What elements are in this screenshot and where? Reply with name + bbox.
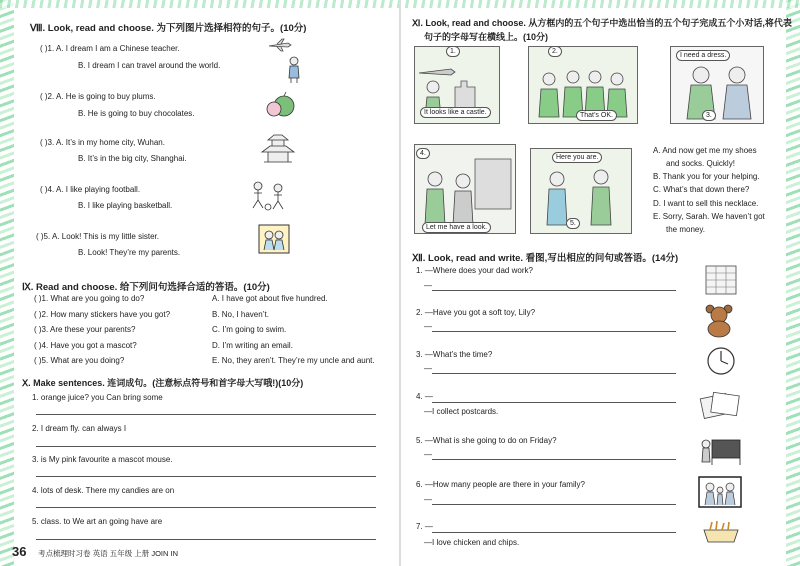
section-12-title: Ⅻ. Look, read and write. 看图,写出相应的问句或答语。(14分): [412, 253, 679, 264]
s12-item-5-answer: —: [424, 450, 432, 459]
s11-option-e: E. Sorry, Sarah. We haven’t got: [653, 212, 765, 221]
football-players-icon: [248, 178, 294, 212]
speech-bubble-3: 3.: [702, 110, 716, 121]
s10-answer-line-3[interactable]: [36, 476, 376, 477]
left-decorative-border: [0, 0, 14, 566]
s12-item-3-question: 3. —What’s the time?: [416, 350, 493, 359]
speech-bubble-need-dress: I need a dress.: [676, 50, 730, 61]
office-building-icon: [700, 262, 742, 296]
teddy-bear-icon: [700, 302, 738, 338]
yellow-crane-tower-icon: [256, 132, 300, 166]
speech-bubble-4: 4.: [416, 148, 430, 159]
s8-item-3-a: ( )3. A. It’s in my home city, Wuhan.: [40, 138, 165, 147]
page-spine-divider: [399, 0, 401, 566]
s12-answer-line-2[interactable]: [432, 331, 676, 332]
s12-item-7-question: 7. —: [416, 522, 433, 531]
s12-item-1-question: 1. —Where does your dad work?: [416, 266, 533, 275]
s10-answer-line-5[interactable]: [36, 539, 376, 540]
right-decorative-border: [786, 0, 800, 566]
piano-icon: [700, 432, 742, 466]
girl-teacher-icon: [287, 56, 301, 84]
s12-item-2-answer: —: [424, 322, 432, 331]
s8-item-2-b: B. He is going to buy chocolates.: [78, 109, 195, 118]
s8-item-3-b: B. It’s in the big city, Shanghai.: [78, 154, 187, 163]
s10-answer-line-1[interactable]: [36, 414, 376, 415]
s9-answer-b: B. No, I haven’t.: [212, 310, 269, 319]
speech-bubble-1: 1.: [446, 46, 460, 57]
clock-icon: [706, 346, 736, 376]
s12-item-7-answer: —I love chicken and chips.: [424, 538, 520, 547]
s10-answer-line-4[interactable]: [36, 507, 376, 508]
s11-option-b: B. Thank you for your helping.: [653, 172, 760, 181]
comic-panel-4: [414, 144, 516, 234]
s11-option-d: D. I want to sell this necklace.: [653, 199, 759, 208]
speech-bubble-2: 2.: [548, 46, 562, 57]
s10-item-5: 5. class. to We art an going have are: [32, 517, 163, 526]
page-number: 36: [12, 544, 27, 559]
s12-answer-line-5[interactable]: [432, 459, 676, 460]
s12-item-4-answer: —I collect postcards.: [424, 407, 499, 416]
s10-answer-line-2[interactable]: [36, 446, 376, 447]
s11-option-a: A. And now get me my shoes: [653, 146, 757, 155]
s12-answer-line-1[interactable]: [432, 290, 676, 291]
s9-answer-a: A. I have got about five hundred.: [212, 294, 328, 303]
footer-text: 考点梳理时习卷 英语 五年级 上册 JOIN IN: [38, 549, 179, 558]
s10-item-1: 1. orange juice? you Can bring some: [32, 393, 163, 402]
s9-answer-d: D. I’m writing an email.: [212, 341, 293, 350]
section-8-title: Ⅷ. Look, read and choose. 为下列图片选择相符的句子。(10分): [30, 23, 307, 34]
s11-option-e-cont: the money.: [666, 225, 705, 234]
s8-item-5-a: ( )5. A. Look! This is my little sister.: [36, 232, 159, 241]
s9-question-4: ( )4. Have you got a mascot?: [34, 341, 137, 350]
s12-item-5-question: 5. —What is she going to do on Friday?: [416, 436, 557, 445]
section-9-title: Ⅸ. Read and choose. 给下列问句选择合适的答语。(10分): [22, 282, 270, 293]
chicken-and-chips-icon: [700, 518, 742, 546]
s8-item-5-b: B. Look! They’re my parents.: [78, 248, 181, 257]
s9-question-5: ( )5. What are you doing?: [34, 356, 125, 365]
s9-question-1: ( )1. What are you going to do?: [34, 294, 145, 303]
s12-answer-line-4[interactable]: [432, 402, 676, 403]
s12-item-2-question: 2. —Have you got a soft toy, Lily?: [416, 308, 536, 317]
s12-item-6-answer: —: [424, 495, 432, 504]
s12-item-3-answer: —: [424, 364, 432, 373]
s8-item-1-a: ( )1. A. I dream I am a Chinese teacher.: [40, 44, 180, 53]
s12-answer-line-7[interactable]: [432, 532, 676, 533]
s9-answer-c: C. I’m going to swim.: [212, 325, 287, 334]
family-portrait-icon: [698, 476, 742, 508]
postcards-icon: [698, 388, 742, 422]
s11-option-c: C. What’s that down there?: [653, 185, 750, 194]
speech-bubble-here-you-are: Here you are.: [552, 152, 602, 163]
s10-item-3: 3. is My pink favourite a mascot mouse.: [32, 455, 173, 464]
section-11-title: Ⅺ. Look, read and choose. 从方框内的五个句子中选出恰当的五个句子完成五个小对话,将代表: [412, 18, 792, 28]
s8-item-2-a: ( )2. A. He is going to buy plums.: [40, 92, 156, 101]
s12-answer-line-6[interactable]: [432, 504, 676, 505]
s8-item-1-b: B. I dream I can travel around the world.: [78, 61, 221, 70]
fruit-plums-icon: [264, 92, 298, 118]
s10-item-2: 2. I dream fly. can always I: [32, 424, 127, 433]
s8-item-4-a: ( )4. A. I like playing football.: [40, 185, 141, 194]
family-photo-icon: [258, 224, 290, 254]
speech-bubble-thats-ok: That’s OK.: [576, 110, 617, 121]
section-11-title-cont: 句子的字母写在横线上。(10分): [424, 32, 549, 42]
s9-question-3: ( )3. Are these your parents?: [34, 325, 136, 334]
speech-bubble-have-a-look: Let me have a look.: [422, 222, 491, 233]
airplane-icon: [268, 38, 292, 52]
s10-item-4: 4. lots of desk. There my candies are on: [32, 486, 175, 495]
s12-item-1-answer: —: [424, 281, 432, 290]
s12-item-6-question: 6. —How many people are there in your family?: [416, 480, 585, 489]
s8-item-4-b: B. I like playing basketball.: [78, 201, 173, 210]
speech-bubble-5: 5.: [566, 218, 580, 229]
speech-bubble-castle: It looks like a castle.: [420, 107, 491, 118]
s11-option-a-cont: and socks. Quickly!: [666, 159, 735, 168]
shop-scene-illustration: [415, 145, 515, 233]
s12-item-4-question: 4. —: [416, 392, 433, 401]
s12-answer-line-3[interactable]: [432, 373, 676, 374]
s9-answer-e: E. No, they aren’t. They’re my uncle and aunt.: [212, 356, 375, 365]
section-10-title: Ⅹ. Make sentences. 连词成句。(注意标点符号和首字母大写哦!)(10分): [22, 378, 304, 388]
s9-question-2: ( )2. How many stickers have you got?: [34, 310, 171, 319]
